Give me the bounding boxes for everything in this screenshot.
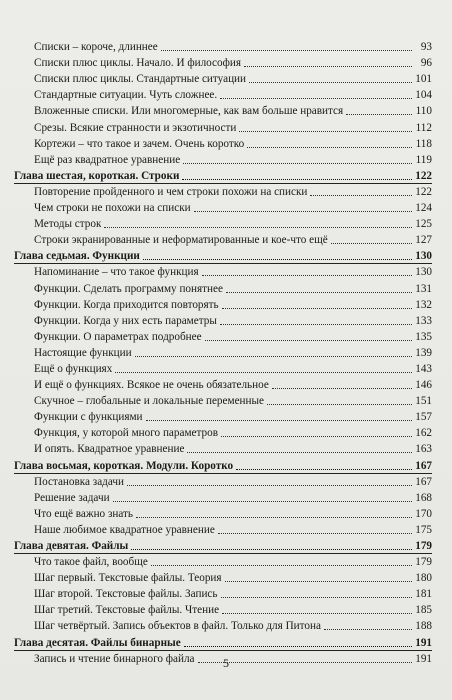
- dot-leader: [221, 436, 412, 437]
- entry-page-number: 119: [415, 153, 432, 166]
- toc-entry-row: [14, 585, 432, 601]
- chapter-title: Глава восьмая, короткая. Модули. Коротко: [14, 459, 234, 472]
- entry-page-number: 146: [415, 379, 432, 392]
- dot-leader: [131, 549, 412, 550]
- dot-leader: [267, 404, 412, 405]
- dot-leader: [331, 243, 412, 244]
- dot-leader: [151, 565, 412, 566]
- dot-leader: [182, 179, 412, 180]
- entry-title: Скучное – глобальные и локальные переменные: [34, 395, 264, 408]
- dot-leader: [115, 372, 412, 373]
- dot-leader: [104, 227, 412, 228]
- toc-entry-row: [14, 473, 432, 489]
- dot-leader: [221, 597, 413, 598]
- dot-leader: [226, 292, 412, 293]
- toc-chapter-row: [14, 537, 432, 553]
- entry-title: Списки – короче, длиннее: [34, 41, 158, 54]
- toc-entry-row: [14, 215, 432, 231]
- toc-entry-row: [14, 505, 432, 521]
- entry-page-number: 163: [415, 443, 432, 456]
- dot-leader: [143, 259, 412, 260]
- chapter-title: Глава десятая. Файлы бинарные: [14, 636, 181, 649]
- dot-leader: [202, 275, 412, 276]
- toc-entry-row: [14, 135, 432, 151]
- entry-page-number: 122: [415, 185, 432, 198]
- dot-leader: [184, 646, 412, 647]
- entry-title: Ещё раз квадратное уравнение: [34, 153, 181, 166]
- entry-title: Чем строки не похожи на списки: [34, 202, 191, 215]
- entry-page-number: 188: [415, 620, 432, 633]
- entry-title: Наше любимое квадратное уравнение: [34, 523, 215, 536]
- entry-title: Что ещё важно знать: [34, 507, 134, 520]
- toc-entry-row: [14, 569, 432, 585]
- entry-page-number: 191: [415, 636, 432, 649]
- entry-page-number: 181: [415, 588, 432, 601]
- toc-entry-row: [14, 376, 432, 392]
- entry-title: Что такое файл, вообще: [34, 556, 148, 569]
- entry-page-number: 167: [415, 475, 432, 488]
- entry-title: Вложенные списки. Или многомерные, как вам больше нравится: [34, 105, 344, 118]
- toc-entry-row: [14, 54, 432, 70]
- toc-entry-row: [14, 263, 432, 279]
- toc-entry-row: [14, 38, 432, 54]
- entry-page-number: 124: [415, 202, 432, 215]
- toc-entry-row: [14, 279, 432, 295]
- dot-leader: [146, 420, 412, 421]
- entry-page-number: 143: [415, 362, 432, 375]
- entry-page-number: 157: [415, 411, 432, 424]
- page-number: 5: [223, 656, 229, 670]
- toc-entry-row: [14, 86, 432, 102]
- toc-entry-row: [14, 328, 432, 344]
- toc-entry-row: [14, 440, 432, 456]
- entry-page-number: 131: [415, 282, 432, 295]
- toc-entry-row: [14, 70, 432, 86]
- entry-title: Шаг третий. Текстовые файлы. Чтение: [34, 604, 220, 617]
- toc-entry-row: [14, 601, 432, 617]
- entry-title: И опять. Квадратное уравнение: [34, 443, 185, 456]
- entry-page-number: 130: [415, 266, 432, 279]
- toc-entry-row: [14, 183, 432, 199]
- entry-page-number: 179: [415, 556, 432, 569]
- entry-page-number: 101: [415, 73, 432, 86]
- entry-title: Функции. Когда приходится повторять: [34, 298, 219, 311]
- toc-entry-row: [14, 199, 432, 215]
- toc-entry-row: [14, 296, 432, 312]
- entry-page-number: 130: [415, 250, 432, 263]
- dot-leader: [346, 114, 412, 115]
- entry-page-number: 127: [415, 234, 432, 247]
- toc-entry-row: [14, 344, 432, 360]
- entry-title: Запись и чтение бинарного файла: [34, 652, 195, 665]
- toc-entry-row: [14, 102, 432, 118]
- entry-title: Повторение пройденного и чем строки похожи на списки: [34, 185, 308, 198]
- dot-leader: [161, 50, 412, 51]
- entry-page-number: 170: [415, 507, 432, 520]
- entry-page-number: 185: [415, 604, 432, 617]
- dot-leader: [220, 98, 412, 99]
- dot-leader: [218, 533, 412, 534]
- toc-chapter-row: [14, 456, 432, 472]
- entry-page-number: 168: [415, 491, 432, 504]
- entry-title: И ещё о функциях. Всякое не очень обязательное: [34, 379, 269, 392]
- entry-page-number: 180: [415, 572, 432, 585]
- entry-page-number: 110: [415, 105, 432, 118]
- dot-leader: [225, 581, 412, 582]
- dot-leader: [236, 469, 412, 470]
- toc-entry-row: [14, 151, 432, 167]
- toc-entry-row: [14, 360, 432, 376]
- entry-title: Стандартные ситуации. Чуть сложнее.: [34, 89, 218, 102]
- entry-page-number: 132: [415, 298, 432, 311]
- dot-leader: [220, 324, 412, 325]
- entry-page-number: 125: [415, 218, 432, 231]
- toc-entry-row: [14, 424, 432, 440]
- toc-entry-row: [14, 489, 432, 505]
- entry-page-number: 96: [420, 57, 432, 70]
- entry-page-number: 162: [415, 427, 432, 440]
- toc-chapter-row: [14, 247, 432, 263]
- entry-title: Ещё о функциях: [34, 362, 113, 375]
- entry-title: Функции с функциями: [34, 411, 143, 424]
- dot-leader: [194, 211, 412, 212]
- entry-title: Функции. Когда у них есть параметры: [34, 314, 217, 327]
- dot-leader: [127, 485, 412, 486]
- dot-leader: [310, 195, 412, 196]
- chapter-heading: [14, 633, 432, 649]
- entry-title: Методы строк: [34, 218, 102, 231]
- dot-leader: [272, 388, 412, 389]
- table-of-contents: [14, 38, 432, 666]
- toc-entry-row: [14, 617, 432, 633]
- entry-page-number: 175: [415, 523, 432, 536]
- chapter-heading: [14, 167, 432, 183]
- entry-title: Строки экранированные и неформатированные и кое-что ещё: [34, 234, 328, 247]
- entry-title: Решение задачи: [34, 491, 110, 504]
- dot-leader: [135, 356, 412, 357]
- toc-entry-row: [14, 553, 432, 569]
- toc-chapter-row: [14, 633, 432, 649]
- dot-leader: [187, 452, 412, 453]
- toc-chapter-row: [14, 167, 432, 183]
- dot-leader: [222, 613, 412, 614]
- chapter-title: Глава шестая, короткая. Строки: [14, 169, 180, 182]
- toc-entry-row: [14, 392, 432, 408]
- chapter-heading: [14, 456, 432, 472]
- chapter-heading: [14, 537, 432, 553]
- entry-title: Шаг первый. Текстовые файлы. Теория: [34, 572, 222, 585]
- entry-title: Срезы. Всякие странности и экзотичности: [34, 121, 237, 134]
- entry-title: Кортежи – что такое и зачем. Очень коротко: [34, 137, 245, 150]
- entry-page-number: 151: [415, 395, 432, 408]
- entry-title: Списки плюс циклы. Начало. И философия: [34, 57, 241, 70]
- entry-title: Шаг второй. Текстовые файлы. Запись: [34, 588, 218, 601]
- dot-leader: [244, 66, 412, 67]
- entry-page-number: 139: [415, 346, 432, 359]
- entry-page-number: 191: [415, 652, 432, 665]
- dot-leader: [249, 82, 412, 83]
- entry-page-number: 104: [415, 89, 432, 102]
- chapter-heading: [14, 247, 432, 263]
- dot-leader: [183, 163, 412, 164]
- dot-leader: [136, 517, 412, 518]
- entry-title: Шаг четвёртый. Запись объектов в файл. Только для Питона: [34, 620, 321, 633]
- toc-entry-row: [14, 521, 432, 537]
- entry-page-number: 179: [415, 540, 432, 552]
- toc-entry-row: [14, 312, 432, 328]
- entry-title: Напоминание – что такое функция: [34, 266, 199, 279]
- dot-leader: [324, 629, 412, 630]
- toc-entry-row: [14, 231, 432, 247]
- entry-title: Постановка задачи: [34, 475, 125, 488]
- dot-leader: [239, 131, 412, 132]
- entry-page-number: 167: [415, 459, 432, 472]
- entry-page-number: 93: [420, 41, 432, 54]
- toc-entry-row: [14, 118, 432, 134]
- dot-leader: [247, 147, 412, 148]
- entry-title: Списки плюс циклы. Стандартные ситуации: [34, 73, 247, 86]
- chapter-title: Глава седьмая. Функции: [14, 250, 140, 263]
- entry-page-number: 135: [415, 330, 432, 343]
- entry-title: Функция, у которой много параметров: [34, 427, 218, 440]
- dot-leader: [205, 340, 412, 341]
- entry-title: Функции. Сделать программу понятнее: [34, 282, 223, 295]
- entry-page-number: 122: [415, 169, 432, 182]
- chapter-title: Глава девятая. Файлы: [14, 540, 129, 552]
- entry-title: Функции. О параметрах подробнее: [34, 330, 202, 343]
- entry-page-number: 118: [415, 137, 432, 150]
- dot-leader: [222, 308, 412, 309]
- entry-title: Настоящие функции: [34, 346, 132, 359]
- dot-leader: [113, 501, 412, 502]
- toc-entry-row: [14, 408, 432, 424]
- entry-page-number: 133: [415, 314, 432, 327]
- entry-page-number: 112: [415, 121, 432, 134]
